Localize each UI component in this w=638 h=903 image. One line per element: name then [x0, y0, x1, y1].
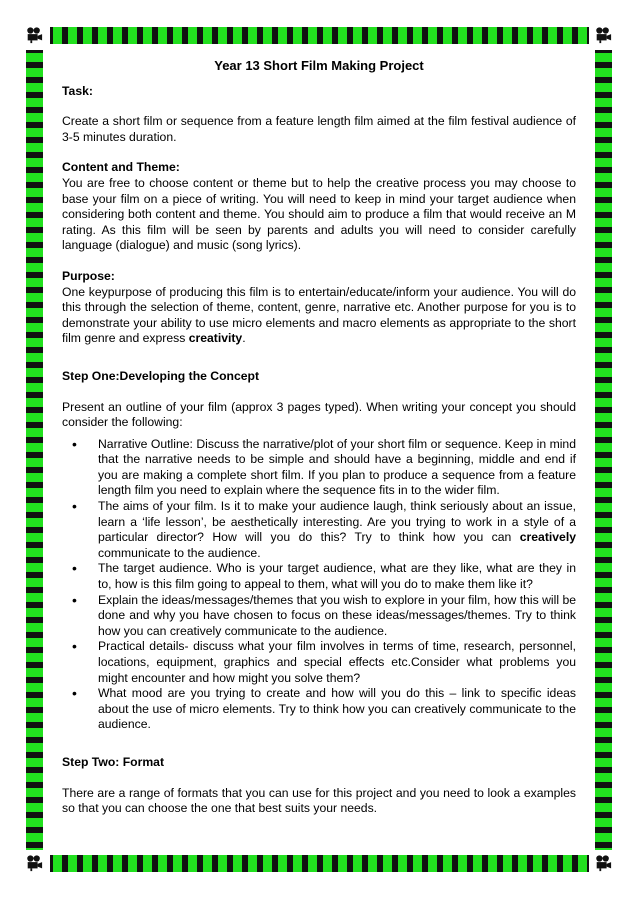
task-text: Create a short film or sequence from a feature length film aimed at the film festival audience of 3-5 minutes duration. [62, 114, 576, 144]
step-one-intro: Present an outline of your film (approx 3 pages typed). When writing your concept you should consider the following: [62, 399, 576, 430]
film-strip-top [50, 27, 589, 44]
list-item: • What mood are you trying to create and how will you do this – link to specific ideas about the use of micro elements. Try to think how you can creatively communicate to the audience. [98, 686, 576, 733]
purpose-text [62, 285, 576, 347]
purpose-text-main: One keypurpose of producing this film is to entertain/educate/inform your audience. You will do this through the selection of theme, content, genre, narrative etc. Another purpose for you is to demonstrate your ability to use micro elements and macro elements as appropriate to the short film genre and express [62, 284, 576, 346]
film-camera-icon [593, 853, 613, 873]
aims-text: The aims of your film. Is it to make your audience laugh, think seriously about an issue, learn a ‘life lesson’, be aesthetically interesting. Are you trying to work in a style of a particular director? How will you do this? Try to think how you can [98, 499, 576, 545]
spacer [62, 347, 576, 369]
spacer [62, 771, 576, 786]
step-one-list [62, 437, 576, 733]
spacer [62, 385, 576, 400]
spacer [62, 145, 576, 160]
purpose-text-bold: creativity [188, 331, 243, 346]
film-strip-right [595, 50, 612, 850]
list-item: • Explain the ideas/messages/themes that you wish to explore in your film, how this will be done and why you have chosen to focus on these ideas/messages/themes. Try to think how you can creatively communicate to the audience. [98, 593, 576, 640]
step-two-text: There are a range of formats that you can use for this project and you need to look a examples so that you can choose the one that best suits your needs. [62, 785, 576, 816]
step-two-heading: Step Two: Format [62, 754, 165, 769]
film-strip-left [26, 50, 43, 850]
film-strip-bottom [50, 855, 589, 872]
film-camera-icon [593, 25, 613, 45]
list-item: • The target audience. Who is your target audience, what are they like, what are they in to, how is this film going to appeal to them, what will you do to make them like it? [98, 561, 576, 592]
purpose-heading: Purpose: [62, 268, 115, 283]
aims-text-bold: creatively [519, 530, 576, 545]
purpose-text-end: . [242, 331, 246, 346]
task-heading: Task: [62, 83, 93, 98]
list-item: • Practical details- discuss what your film involves in terms of time, research, personnel, locations, equipment, graphics and special effects etc.Consider what problems you might encounter and how might you solve them? [98, 639, 576, 686]
spacer [62, 733, 576, 755]
film-camera-icon [24, 25, 44, 45]
list-item [98, 499, 576, 561]
aims-text-end: communicate to the audience. [98, 545, 261, 560]
list-item: • Narrative Outline: Discuss the narrative/plot of your short film or sequence. Keep in mind that the narrative needs to be simple and should have a beginning, middle and end if you are making a complete short film. If you plan to produce a sequence from a feature length film you need to explain where the sequence fits in to the wider film. [98, 437, 576, 499]
spacer [62, 99, 576, 114]
content-theme-text: You are free to choose content or theme but to help the creative process you may choose to base your film on a piece of writing. You will need to keep in mind your target audience when considering both content and theme. You should aim to produce a film that would receive an M rating. As this film will be seen by parents and adults you will need to consider carefully language (dialogue) and music (song lyrics). [62, 175, 576, 253]
document-body [62, 58, 576, 817]
step-one-heading: Step One:Developing the Concept [62, 368, 260, 383]
spacer [62, 254, 576, 269]
document-title: Year 13 Short Film Making Project [214, 58, 424, 73]
film-camera-icon [24, 853, 44, 873]
content-theme-heading: Content and Theme: [62, 160, 180, 175]
